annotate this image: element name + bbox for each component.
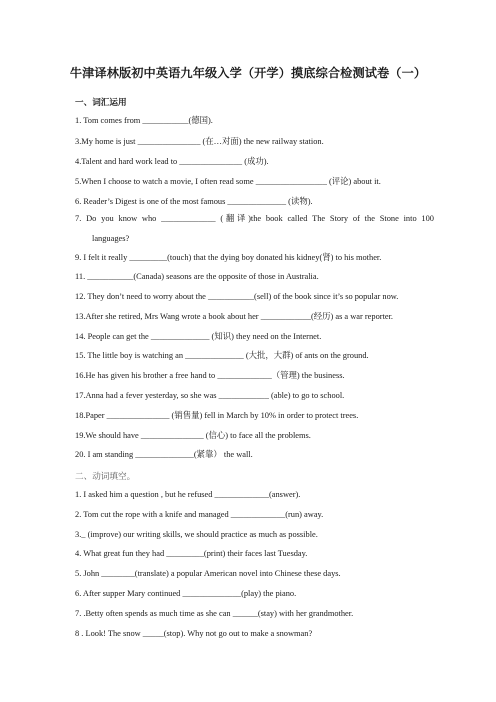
question-line-continuation: languages? bbox=[92, 234, 130, 243]
question-line: 7. Do you know who _____________ (翻译)the book called The Story of the Stone into 100 bbox=[75, 214, 434, 223]
question-line: 7. .Betty often spends as much time as she can ______(stay) with her grandmother. bbox=[75, 609, 354, 618]
question-line: 14. People can get the ______________ (知识) they need on the Internet. bbox=[75, 332, 322, 341]
section-heading-vocabulary: 一、词汇运用 bbox=[75, 98, 127, 108]
section-heading-verbs: 二、动词填空。 bbox=[75, 472, 136, 482]
question-line: 15. The little boy is watching an ______________ (大批，大群) of ants on the ground. bbox=[75, 351, 369, 360]
question-line: 4. What great fun they had _________(print) their faces last Tuesday. bbox=[75, 549, 308, 558]
question-line: 13.After she retired, Mrs Wang wrote a book about her ____________(经历) as a war reporter. bbox=[75, 312, 394, 321]
question-line: 17.Anna had a fever yesterday, so she was ____________ (able) to go to school. bbox=[75, 391, 345, 400]
question-line: 5.When I choose to watch a movie, I often read some _________________ (评论) about it. bbox=[75, 177, 381, 186]
question-line: 11. ___________(Canada) seasons are the opposite of those in Australia. bbox=[75, 272, 319, 281]
question-line: 8 . Look! The snow _____(stop). Why not go out to make a snowman? bbox=[75, 629, 313, 638]
question-line: 1. I asked him a question , but he refused _____________(answer). bbox=[75, 490, 301, 499]
question-line: 3._ (improve) our writing skills, we should practice as much as possible. bbox=[75, 530, 318, 539]
document-title: 牛津译林版初中英语九年级入学（开学）摸底综合检测试卷（一） bbox=[69, 66, 427, 80]
question-line: 2. Tom cut the rope with a knife and managed _____________(run) away. bbox=[75, 510, 324, 519]
question-line: 5. John ________(translate) a popular American novel into Chinese these days. bbox=[75, 569, 341, 578]
question-line: 19.We should have _______________ (信心) to face all the problems. bbox=[75, 431, 311, 440]
question-line: 20. I am standing ______________(紧靠） the wall. bbox=[75, 450, 253, 459]
question-line: 3.My home is just _______________ (在…对面) the new railway station. bbox=[75, 137, 324, 146]
question-line: 6. Reader’s Digest is one of the most famous ______________ (读物). bbox=[75, 197, 313, 206]
question-line: 12. They don’t need to worry about the ___________(sell) of the book since it’s so popular now. bbox=[75, 292, 399, 301]
question-line: 4.Talent and hard work lead to _______________ (成功). bbox=[75, 157, 269, 166]
question-line: 16.He has given his brother a free hand to _____________（管理) the business. bbox=[75, 371, 345, 380]
question-line: 9. I felt it really _________(touch) that the dying boy donated his kidney(肾) to his mother. bbox=[75, 253, 382, 262]
question-line: 6. After supper Mary continued ______________(play) the piano. bbox=[75, 589, 297, 598]
question-line: 18.Paper _______________ (销售量) fell in March by 10% in order to protect trees. bbox=[75, 411, 359, 420]
question-line: 1. Tom comes from ___________(德国). bbox=[75, 116, 213, 125]
